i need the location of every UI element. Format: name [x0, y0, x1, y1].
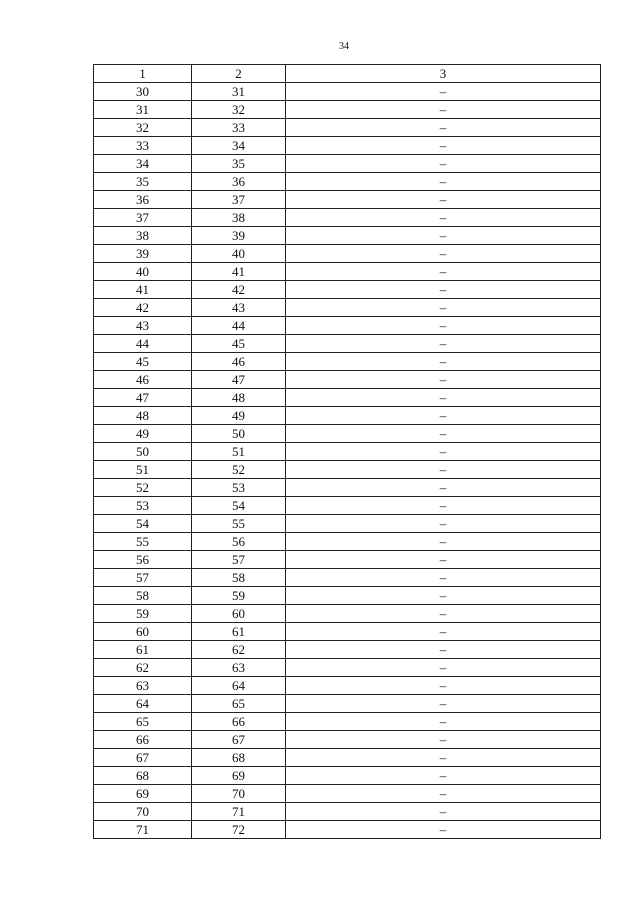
- table-row: [94, 659, 601, 677]
- table-cell-col-2: 48: [192, 389, 286, 407]
- table-row: [94, 767, 601, 785]
- table-cell-col-1: 45: [94, 353, 192, 371]
- table-cell-col-2: 43: [192, 299, 286, 317]
- table-cell-col-3: –: [286, 263, 601, 281]
- table-cell-col-3: –: [286, 785, 601, 803]
- table-row: [94, 497, 601, 515]
- table-row: [94, 677, 601, 695]
- table-cell-col-3: –: [286, 497, 601, 515]
- table-cell-col-1: 48: [94, 407, 192, 425]
- table-cell-col-2: 45: [192, 335, 286, 353]
- table-cell-col-3: –: [286, 515, 601, 533]
- table-cell-col-3: –: [286, 479, 601, 497]
- table-row: [94, 137, 601, 155]
- table-cell-col-1: 60: [94, 623, 192, 641]
- table-cell-col-1: 36: [94, 191, 192, 209]
- table-cell-col-2: 52: [192, 461, 286, 479]
- table-cell-col-1: 64: [94, 695, 192, 713]
- table-row: [94, 425, 601, 443]
- table-row: [94, 191, 601, 209]
- table-cell-col-3: –: [286, 623, 601, 641]
- table-cell-col-1: 31: [94, 101, 192, 119]
- table-cell-col-2: 65: [192, 695, 286, 713]
- table-row: [94, 623, 601, 641]
- table-cell-col-3: –: [286, 551, 601, 569]
- table-cell-col-3: –: [286, 677, 601, 695]
- table-cell-col-1: 49: [94, 425, 192, 443]
- table-row: [94, 83, 601, 101]
- table-row: [94, 371, 601, 389]
- table-cell-col-1: 53: [94, 497, 192, 515]
- table-cell-col-3: –: [286, 245, 601, 263]
- table-cell-col-1: 71: [94, 821, 192, 839]
- table-cell-col-2: 42: [192, 281, 286, 299]
- table-cell-col-1: 56: [94, 551, 192, 569]
- column-header-1: 1: [94, 65, 192, 83]
- table-cell-col-3: –: [286, 713, 601, 731]
- table-cell-col-2: 55: [192, 515, 286, 533]
- table-cell-col-2: 46: [192, 353, 286, 371]
- table-cell-col-3: –: [286, 533, 601, 551]
- table-row: [94, 641, 601, 659]
- table-row: [94, 335, 601, 353]
- table-cell-col-1: 34: [94, 155, 192, 173]
- table-row: [94, 101, 601, 119]
- table-cell-col-1: 66: [94, 731, 192, 749]
- table-cell-col-2: 69: [192, 767, 286, 785]
- table-cell-col-3: –: [286, 335, 601, 353]
- table-cell-col-1: 35: [94, 173, 192, 191]
- table-cell-col-1: 46: [94, 371, 192, 389]
- table-cell-col-1: 37: [94, 209, 192, 227]
- table-cell-col-3: –: [286, 173, 601, 191]
- table-cell-col-3: –: [286, 299, 601, 317]
- table-cell-col-1: 38: [94, 227, 192, 245]
- table-cell-col-1: 63: [94, 677, 192, 695]
- table-cell-col-2: 41: [192, 263, 286, 281]
- table-cell-col-1: 65: [94, 713, 192, 731]
- table-cell-col-1: 68: [94, 767, 192, 785]
- table-cell-col-2: 31: [192, 83, 286, 101]
- table-cell-col-1: 43: [94, 317, 192, 335]
- table-row: [94, 119, 601, 137]
- table-cell-col-3: –: [286, 803, 601, 821]
- table-cell-col-2: 63: [192, 659, 286, 677]
- table-cell-col-3: –: [286, 407, 601, 425]
- table-cell-col-1: 44: [94, 335, 192, 353]
- table-cell-col-3: –: [286, 101, 601, 119]
- table-cell-col-2: 44: [192, 317, 286, 335]
- page-number: 34: [339, 41, 349, 52]
- table-cell-col-1: 32: [94, 119, 192, 137]
- table-cell-col-2: 70: [192, 785, 286, 803]
- table-cell-col-2: 57: [192, 551, 286, 569]
- table-cell-col-2: 72: [192, 821, 286, 839]
- table-cell-col-1: 59: [94, 605, 192, 623]
- table-cell-col-2: 35: [192, 155, 286, 173]
- table-row: [94, 731, 601, 749]
- table-cell-col-2: 68: [192, 749, 286, 767]
- table-cell-col-1: 47: [94, 389, 192, 407]
- table-cell-col-1: 41: [94, 281, 192, 299]
- table-row: [94, 479, 601, 497]
- table-cell-col-3: –: [286, 137, 601, 155]
- table-row: [94, 389, 601, 407]
- table-cell-col-3: –: [286, 605, 601, 623]
- table-cell-col-1: 54: [94, 515, 192, 533]
- table-cell-col-2: 49: [192, 407, 286, 425]
- table-row: [94, 443, 601, 461]
- table-cell-col-2: 66: [192, 713, 286, 731]
- table-cell-col-2: 53: [192, 479, 286, 497]
- table-row: [94, 533, 601, 551]
- table-cell-col-3: –: [286, 569, 601, 587]
- table-cell-col-2: 71: [192, 803, 286, 821]
- table-row: [94, 785, 601, 803]
- table-cell-col-1: 50: [94, 443, 192, 461]
- table-row: [94, 299, 601, 317]
- table-body: [94, 83, 601, 839]
- table-cell-col-1: 67: [94, 749, 192, 767]
- table-row: [94, 749, 601, 767]
- table-row: [94, 407, 601, 425]
- table-cell-col-1: 55: [94, 533, 192, 551]
- table-row: [94, 281, 601, 299]
- table-row: [94, 587, 601, 605]
- table-cell-col-2: 64: [192, 677, 286, 695]
- table-cell-col-1: 33: [94, 137, 192, 155]
- table-cell-col-2: 58: [192, 569, 286, 587]
- table-row: [94, 515, 601, 533]
- table-cell-col-3: –: [286, 749, 601, 767]
- table-cell-col-3: –: [286, 371, 601, 389]
- table-cell-col-2: 32: [192, 101, 286, 119]
- table-cell-col-2: 51: [192, 443, 286, 461]
- table-cell-col-3: –: [286, 155, 601, 173]
- table-cell-col-3: –: [286, 821, 601, 839]
- table-cell-col-2: 50: [192, 425, 286, 443]
- table-cell-col-3: –: [286, 443, 601, 461]
- table-cell-col-2: 34: [192, 137, 286, 155]
- table-cell-col-1: 42: [94, 299, 192, 317]
- table-cell-col-1: 51: [94, 461, 192, 479]
- table-cell-col-3: –: [286, 767, 601, 785]
- table-row: [94, 173, 601, 191]
- table-cell-col-3: –: [286, 281, 601, 299]
- table-cell-col-1: 39: [94, 245, 192, 263]
- table-row: [94, 461, 601, 479]
- table-cell-col-3: –: [286, 353, 601, 371]
- table-cell-col-2: 54: [192, 497, 286, 515]
- table-row: [94, 353, 601, 371]
- table-cell-col-3: –: [286, 659, 601, 677]
- column-header-2: 2: [192, 65, 286, 83]
- table-cell-col-1: 69: [94, 785, 192, 803]
- table-cell-col-2: 37: [192, 191, 286, 209]
- table-cell-col-1: 62: [94, 659, 192, 677]
- data-table: [93, 64, 601, 839]
- table-cell-col-3: –: [286, 209, 601, 227]
- table-cell-col-2: 38: [192, 209, 286, 227]
- table-cell-col-3: –: [286, 425, 601, 443]
- table-cell-col-1: 40: [94, 263, 192, 281]
- table-row: [94, 155, 601, 173]
- table-cell-col-1: 70: [94, 803, 192, 821]
- table-header-row: [94, 65, 601, 83]
- table-row: [94, 605, 601, 623]
- table-cell-col-2: 59: [192, 587, 286, 605]
- table-cell-col-2: 39: [192, 227, 286, 245]
- table-cell-col-3: –: [286, 461, 601, 479]
- table-row: [94, 821, 601, 839]
- table-cell-col-2: 33: [192, 119, 286, 137]
- table-row: [94, 263, 601, 281]
- table-cell-col-3: –: [286, 317, 601, 335]
- table-cell-col-3: –: [286, 191, 601, 209]
- table-row: [94, 803, 601, 821]
- table-row: [94, 209, 601, 227]
- table-row: [94, 695, 601, 713]
- table-cell-col-3: –: [286, 587, 601, 605]
- table-cell-col-3: –: [286, 119, 601, 137]
- table-row: [94, 551, 601, 569]
- table-row: [94, 713, 601, 731]
- table-cell-col-3: –: [286, 731, 601, 749]
- table-cell-col-3: –: [286, 695, 601, 713]
- table-cell-col-3: –: [286, 641, 601, 659]
- table-cell-col-1: 30: [94, 83, 192, 101]
- table-row: [94, 227, 601, 245]
- table-cell-col-3: –: [286, 83, 601, 101]
- table-cell-col-2: 36: [192, 173, 286, 191]
- table-row: [94, 245, 601, 263]
- table-row: [94, 317, 601, 335]
- table-cell-col-2: 67: [192, 731, 286, 749]
- table-cell-col-1: 57: [94, 569, 192, 587]
- table-cell-col-3: –: [286, 227, 601, 245]
- table-cell-col-1: 58: [94, 587, 192, 605]
- table-row: [94, 569, 601, 587]
- table-cell-col-2: 47: [192, 371, 286, 389]
- table-cell-col-1: 52: [94, 479, 192, 497]
- table-cell-col-3: –: [286, 389, 601, 407]
- table-cell-col-2: 60: [192, 605, 286, 623]
- column-header-3: 3: [286, 65, 601, 83]
- table-cell-col-2: 56: [192, 533, 286, 551]
- table-cell-col-2: 62: [192, 641, 286, 659]
- table-cell-col-2: 40: [192, 245, 286, 263]
- table-cell-col-2: 61: [192, 623, 286, 641]
- table-cell-col-1: 61: [94, 641, 192, 659]
